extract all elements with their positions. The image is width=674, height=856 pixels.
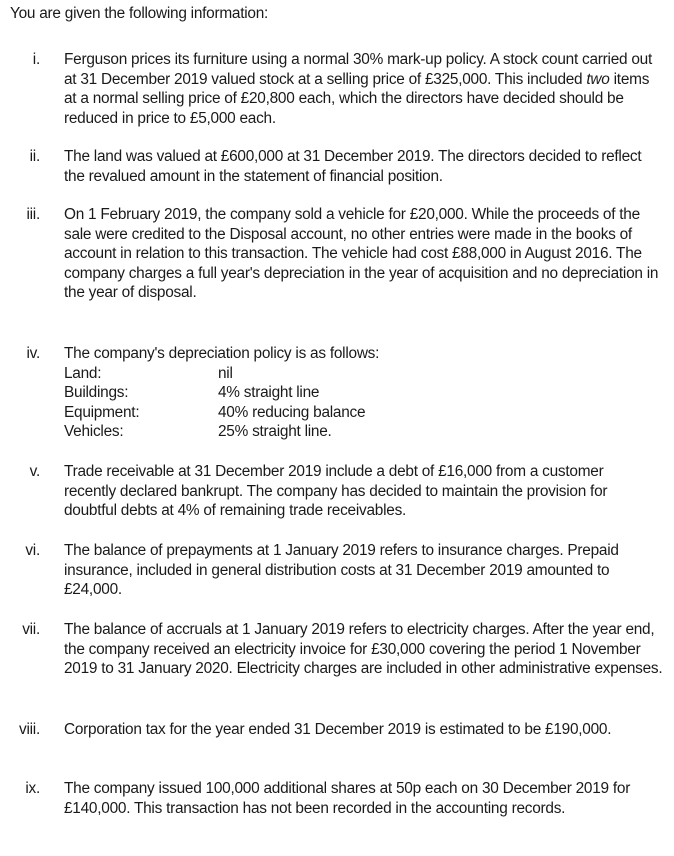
item-text: Trade receivable at 31 December 2019 include a debt of £16,000 from a customer recently declared bankrupt. The company has decided to maintain the provision for doubtful debts at 4% of remaining trade receivables.: [64, 463, 608, 520]
item-numeral: iii.: [26, 206, 40, 223]
depreciation-policy: [64, 344, 668, 442]
policy-rate: 40% reducing balance: [218, 403, 366, 421]
item-numeral: vii.: [22, 621, 40, 638]
item-numeral: vi.: [25, 542, 40, 559]
item-text-part: items at a normal selling price of £20,800 each, which the directors have decided should be reduced in price to £5,000 each.: [64, 70, 650, 127]
policy-asset: Vehicles:: [64, 423, 124, 441]
policy-rate: 25% straight line.: [218, 423, 332, 441]
item-text: On 1 February 2019, the company sold a vehicle for £20,000. While the proceeds of the sale were credited to the Disposal account, no other entries were made in the books of account in relation to this transaction. The vehicle had cost £88,000 in August 2016. The company charges a full year's depreciation in the year of acquisition and no depreciation in the year of disposal.: [64, 206, 659, 302]
item-text-italic: two: [586, 70, 610, 88]
policy-rate: 4% straight line: [218, 384, 320, 402]
item-numeral: v.: [29, 463, 40, 480]
item-text: The company issued 100,000 additional shares at 50p each on 30 December 2019 for £140,000. This transaction has not been recorded in the accounting records.: [64, 780, 631, 817]
policy-row-land: [64, 364, 668, 384]
item-numeral: viii.: [19, 721, 40, 738]
item-text: The land was valued at £600,000 at 31 December 2019. The directors decided to reflect the revalued amount in the statement of financial position.: [64, 148, 642, 185]
policy-row-vehicles: [64, 422, 668, 442]
item-text: The balance of prepayments at 1 January 2019 refers to insurance charges. Prepaid insurance, included in general distribution costs at 31 December 2019 amounted to £24,000.: [64, 542, 619, 599]
item-numeral: ii.: [29, 148, 40, 165]
item-text: Corporation tax for the year ended 31 December 2019 is estimated to be £190,000.: [64, 721, 612, 738]
policy-row-buildings: [64, 383, 668, 403]
item-text: [64, 50, 660, 128]
policy-row-equipment: [64, 403, 668, 423]
item-text: The balance of accruals at 1 January 2019 refers to electricity charges. After the year end, the company received an electricity invoice for £30,000 covering the period 1 November 2019 to 31 January 2020. Electricity charges are included in other administrative expenses.: [64, 621, 663, 678]
item-numeral: i.: [32, 51, 40, 68]
item-text-part: Ferguson prices its furniture using a normal 30% mark-up policy. A stock count carried out at 31 December 2019 valued stock at a selling price of £325,000. This included: [64, 51, 652, 88]
policy-rate: nil: [218, 364, 233, 382]
item-numeral: ix.: [25, 780, 40, 797]
item-numeral: iv.: [26, 345, 40, 362]
intro-heading: You are given the following information:: [10, 5, 269, 22]
policy-asset: Land:: [64, 364, 102, 382]
policy-asset: Equipment:: [64, 403, 140, 421]
policy-asset: Buildings:: [64, 384, 129, 402]
item-text: The company's depreciation policy is as follows:: [64, 345, 380, 362]
